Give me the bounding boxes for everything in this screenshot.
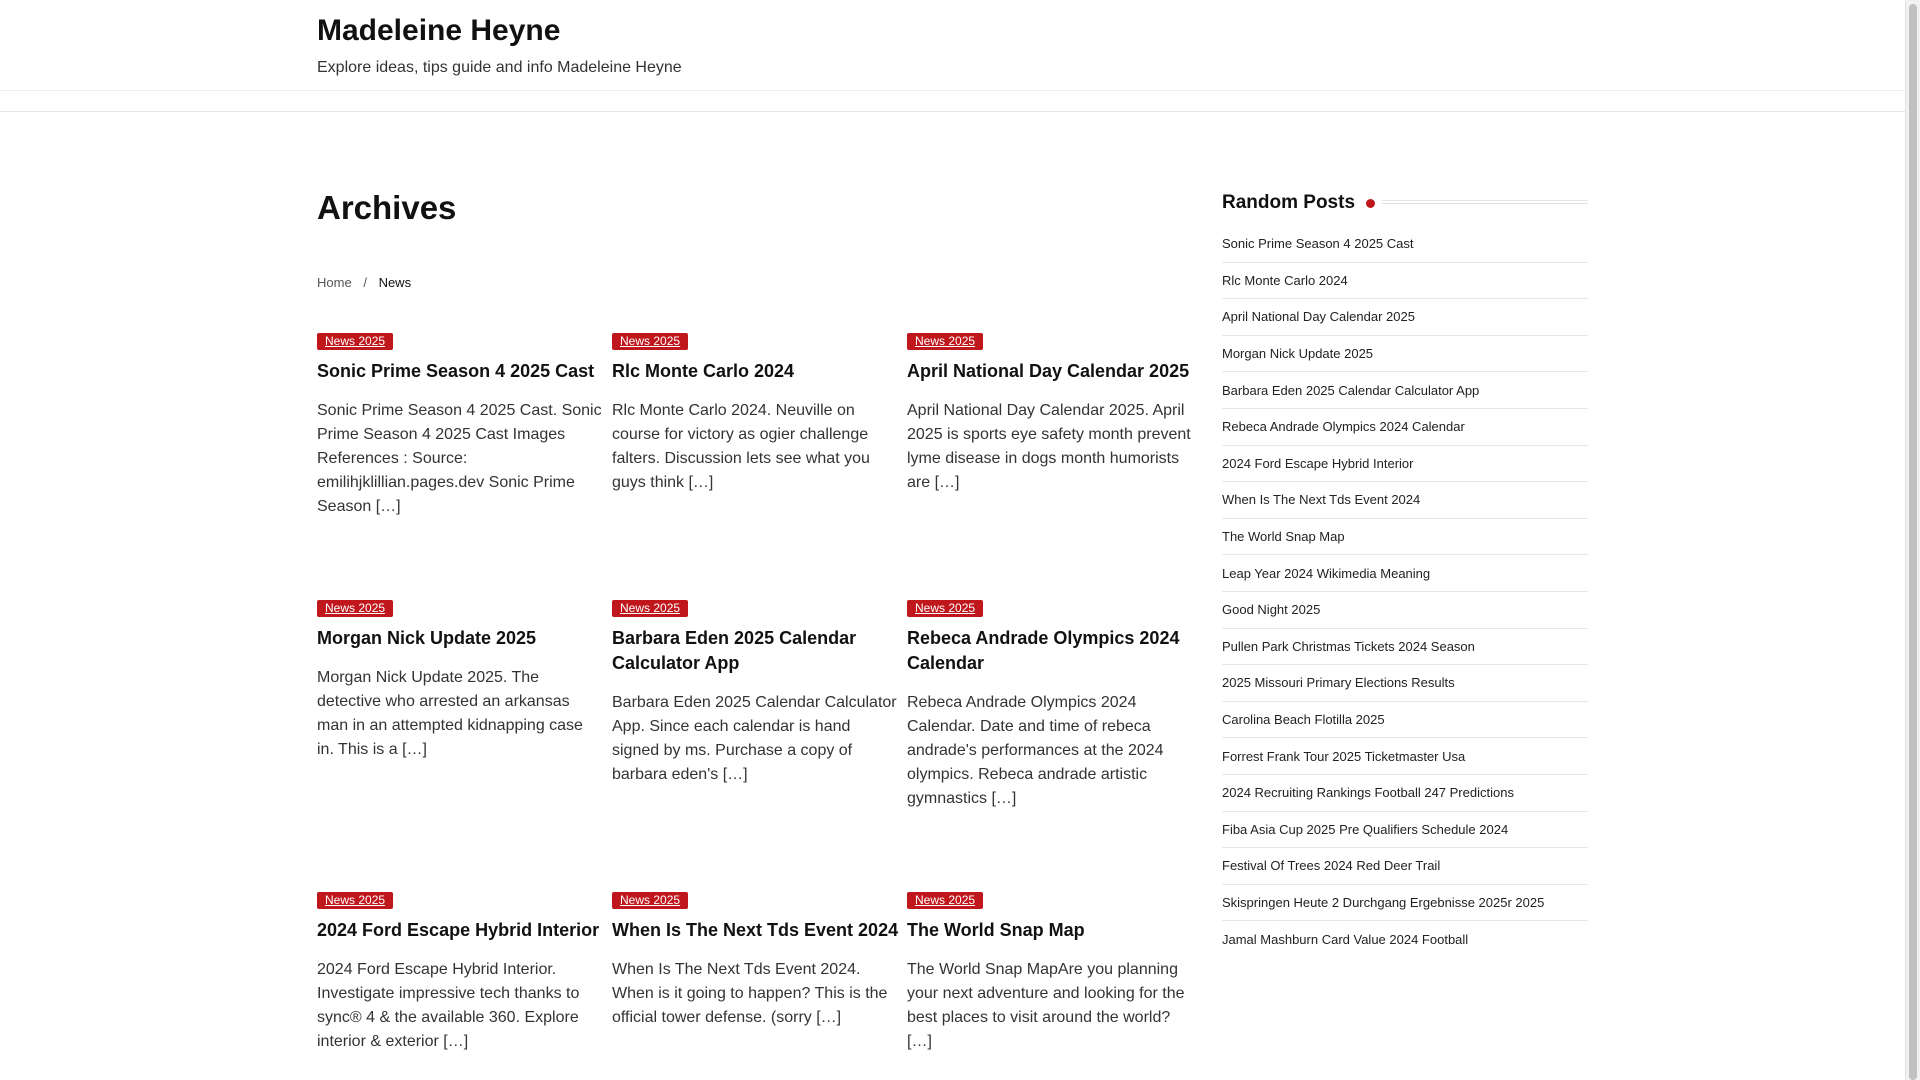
- random-post-link[interactable]: Forrest Frank Tour 2025 Ticketmaster Usa: [1222, 748, 1466, 764]
- post-excerpt: April National Day Calendar 2025. April 2025 is sports eye safety month prevent lyme disease in dogs month humorists are […]: [907, 402, 1191, 491]
- post-title-link[interactable]: Sonic Prime Season 4 2025 Cast: [317, 361, 595, 381]
- post-title-link[interactable]: Barbara Eden 2025 Calendar Calculator App: [612, 628, 857, 673]
- random-post-link[interactable]: 2025 Missouri Primary Elections Results: [1222, 675, 1455, 691]
- random-posts-list: [1222, 226, 1588, 958]
- random-post-link[interactable]: Skispringen Heute 2 Durchgang Ergebnisse 2025r 2025: [1222, 894, 1545, 910]
- random-post-link[interactable]: 2024 Recruiting Rankings Football 247 Predictions: [1222, 785, 1514, 801]
- breadcrumb: [317, 275, 411, 290]
- list-item: [1222, 702, 1588, 739]
- post-excerpt: 2024 Ford Escape Hybrid Interior. Investigate impressive tech thanks to sync® 4 & the available 360. Explore interior & exterior […]: [317, 961, 580, 1050]
- scrollbar-thumb[interactable]: [1909, 4, 1917, 1080]
- post-title-link[interactable]: 2024 Ford Escape Hybrid Interior: [317, 920, 600, 940]
- list-item: [1222, 226, 1588, 263]
- category-tag[interactable]: News 2025: [612, 892, 688, 909]
- list-item: [1222, 775, 1588, 812]
- list-item: [1222, 592, 1588, 629]
- random-post-link[interactable]: Festival Of Trees 2024 Red Deer Trail: [1222, 858, 1441, 874]
- post-title-link[interactable]: Rebeca Andrade Olympics 2024 Calendar: [907, 628, 1180, 673]
- post-title-link[interactable]: Morgan Nick Update 2025: [317, 628, 537, 648]
- list-item: [1222, 372, 1588, 409]
- post-card: [907, 599, 1194, 811]
- post-excerpt: The World Snap MapAre you planning your next adventure and looking for the best places to visit around the world? […]: [907, 961, 1185, 1050]
- list-item: [1222, 921, 1588, 958]
- random-post-link[interactable]: April National Day Calendar 2025: [1222, 309, 1415, 325]
- branding: [317, 12, 682, 78]
- category-tag[interactable]: News 2025: [317, 600, 393, 617]
- sidebar: [1222, 190, 1588, 958]
- page-title: Archives: [317, 189, 457, 226]
- vertical-scrollbar[interactable]: [1905, 0, 1920, 1080]
- random-post-link[interactable]: Rlc Monte Carlo 2024: [1222, 272, 1348, 288]
- red-dot-icon: [1366, 199, 1375, 208]
- category-tag[interactable]: News 2025: [317, 892, 393, 909]
- list-item: [1222, 482, 1588, 519]
- post-card: [907, 891, 1194, 1054]
- list-item: [1222, 738, 1588, 775]
- category-tag[interactable]: News 2025: [907, 333, 983, 350]
- category-tag[interactable]: News 2025: [317, 333, 393, 350]
- list-item: [1222, 299, 1588, 336]
- list-item: [1222, 263, 1588, 300]
- list-item: [1222, 336, 1588, 373]
- post-card: [612, 332, 899, 495]
- random-post-link[interactable]: When Is The Next Tds Event 2024: [1222, 492, 1421, 508]
- random-post-link[interactable]: Carolina Beach Flotilla 2025: [1222, 712, 1385, 728]
- post-title-link[interactable]: April National Day Calendar 2025: [907, 361, 1190, 381]
- category-tag[interactable]: News 2025: [612, 600, 688, 617]
- widget-title-rule: [1382, 200, 1588, 204]
- post-title-link[interactable]: Rlc Monte Carlo 2024: [612, 361, 795, 381]
- widget-header: [1222, 190, 1588, 218]
- post-excerpt: Sonic Prime Season 4 2025 Cast. Sonic Prime Season 4 2025 Cast Images References : Source: emilihjklillian.pages.dev Sonic Prime Season […]: [317, 402, 602, 515]
- category-tag[interactable]: News 2025: [907, 892, 983, 909]
- category-tag[interactable]: News 2025: [907, 600, 983, 617]
- random-post-link[interactable]: Rebeca Andrade Olympics 2024 Calendar: [1222, 419, 1465, 435]
- post-excerpt: Rebeca Andrade Olympics 2024 Calendar. Date and time of rebeca andrade's performances at the 2024 olympics. Rebeca andrade artistic gymnastics […]: [907, 694, 1164, 807]
- random-post-link[interactable]: Leap Year 2024 Wikimedia Meaning: [1222, 565, 1431, 581]
- list-item: [1222, 446, 1588, 483]
- post-card: [907, 332, 1194, 495]
- random-post-link[interactable]: The World Snap Map: [1222, 529, 1345, 545]
- list-item: [1222, 519, 1588, 556]
- post-card: [317, 891, 604, 1054]
- site-title-link[interactable]: Madeleine Heyne: [317, 14, 561, 47]
- list-item: [1222, 409, 1588, 446]
- random-post-link[interactable]: 2024 Ford Escape Hybrid Interior: [1222, 455, 1414, 471]
- post-excerpt: When Is The Next Tds Event 2024. When is it going to happen? This is the official tower defense. (sorry […]: [612, 961, 888, 1026]
- list-item: [1222, 555, 1588, 592]
- list-item: [1222, 665, 1588, 702]
- breadcrumb-current: News: [378, 275, 412, 290]
- breadcrumb-separator: /: [363, 275, 367, 290]
- list-item: [1222, 848, 1588, 885]
- widget-title: Random Posts: [1222, 190, 1363, 216]
- header-divider: [0, 90, 1905, 91]
- post-title-link[interactable]: The World Snap Map: [907, 920, 1085, 940]
- random-post-link[interactable]: Jamal Mashburn Card Value 2024 Football: [1222, 932, 1469, 948]
- list-item: [1222, 629, 1588, 666]
- post-excerpt: Morgan Nick Update 2025. The detective who arrested an arkansas man in an attempted kidnapping case in. This is a […]: [317, 669, 583, 758]
- site-header: [0, 0, 1905, 112]
- random-post-link[interactable]: Morgan Nick Update 2025: [1222, 346, 1374, 362]
- post-excerpt: Barbara Eden 2025 Calendar Calculator App. Since each calendar is hand signed by ms. Purchase a copy of barbara eden's […]: [612, 694, 897, 783]
- random-post-link[interactable]: Fiba Asia Cup 2025 Pre Qualifiers Schedule 2024: [1222, 821, 1509, 837]
- post-card: [612, 891, 899, 1030]
- post-excerpt: Rlc Monte Carlo 2024. Neuville on course for victory as ogier challenge falters. Discussion lets see what you guys think […]: [612, 402, 870, 491]
- list-item: [1222, 885, 1588, 922]
- post-card: [612, 599, 899, 787]
- post-card: [317, 332, 604, 519]
- random-post-link[interactable]: Pullen Park Christmas Tickets 2024 Season: [1222, 638, 1475, 654]
- site-description: Explore ideas, tips guide and info Madeleine Heyne: [317, 59, 682, 76]
- list-item: [1222, 812, 1588, 849]
- random-post-link[interactable]: Barbara Eden 2025 Calendar Calculator App: [1222, 382, 1480, 398]
- category-tag[interactable]: News 2025: [612, 333, 688, 350]
- random-post-link[interactable]: Sonic Prime Season 4 2025 Cast: [1222, 236, 1414, 252]
- random-post-link[interactable]: Good Night 2025: [1222, 602, 1321, 618]
- post-card: [317, 599, 604, 762]
- post-title-link[interactable]: When Is The Next Tds Event 2024: [612, 920, 899, 940]
- breadcrumb-home-link[interactable]: Home: [317, 275, 352, 290]
